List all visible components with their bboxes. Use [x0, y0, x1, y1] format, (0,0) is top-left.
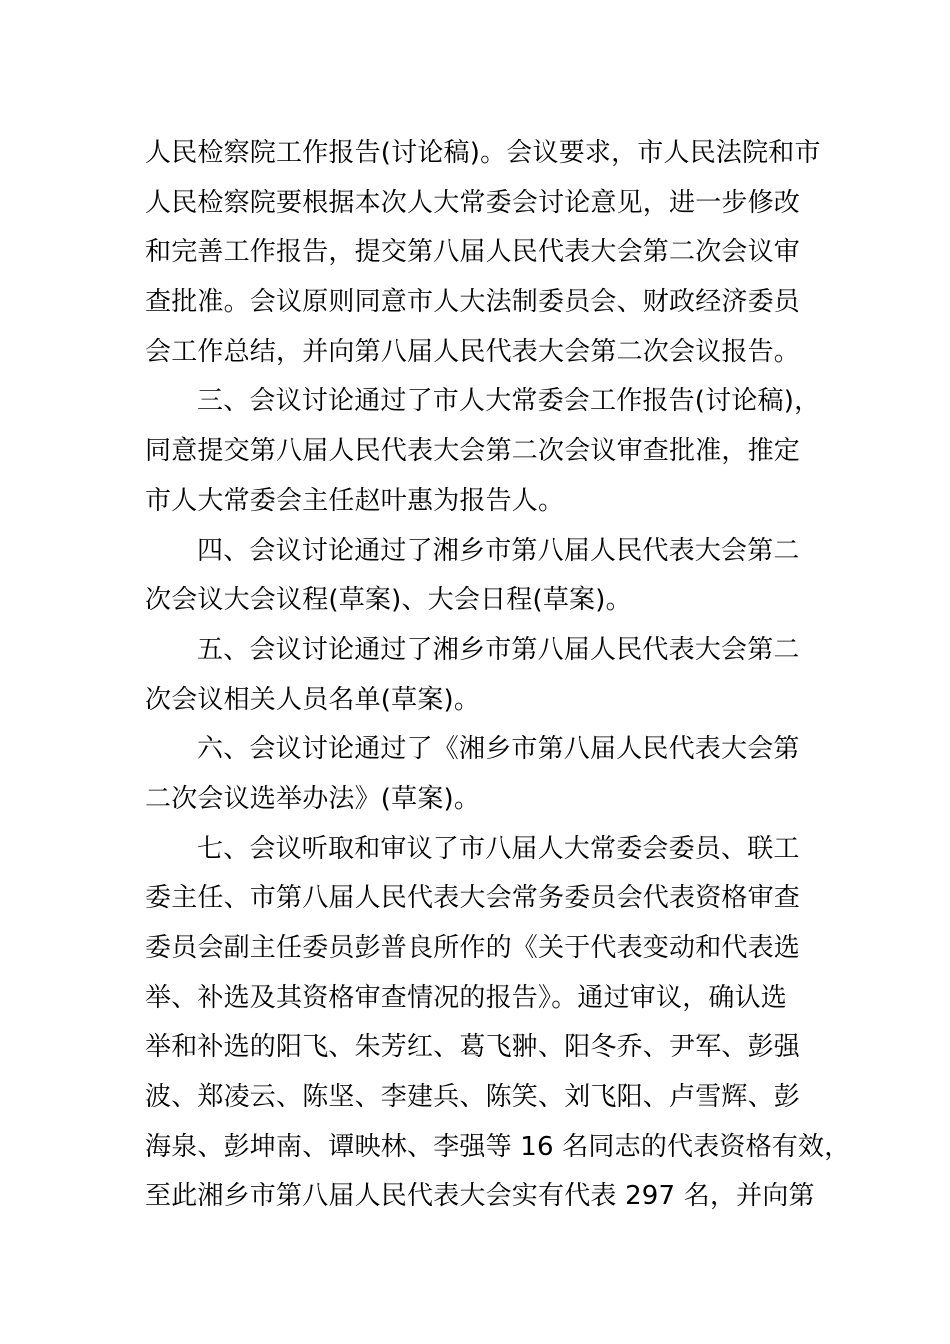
paragraph-line: 人民检察院工作报告(讨论稿)。会议要求，市人民法院和市 [145, 138, 821, 168]
paragraph-line: 次会议相关人员名单(草案)。 [145, 684, 481, 715]
paragraph-line: 海泉、彭坤南、谭映林、李强等 16 名同志的代表资格有效， [145, 1131, 851, 1162]
paragraph-line: 同意提交第八届人民代表大会第二次会议审查批准，推定 [145, 436, 801, 467]
paragraph-line-item-6: 六、会议讨论通过了《湘乡市第八届人民代表大会第 [197, 734, 800, 765]
paragraph-line-item-7: 七、会议听取和审议了市八届人大常委会委员、联工 [197, 833, 800, 864]
paragraph-line: 举和补选的阳飞、朱芳红、葛飞翀、阳冬乔、尹军、彭强 [145, 1032, 801, 1063]
paragraph-line-item-4: 四、会议讨论通过了湘乡市第八届人民代表大会第二 [197, 535, 800, 566]
document-body [145, 129, 851, 1222]
paragraph-line: 次会议大会议程(草案)、大会日程(草案)。 [145, 585, 632, 616]
paragraph-line: 市人大常委会主任赵叶惠为报告人。 [145, 485, 565, 516]
paragraph-line: 委员会副主任委员彭普良所作的《关于代表变动和代表选 [145, 933, 801, 963]
paragraph-line: 和完善工作报告，提交第八届人民代表大会第二次会议审 [145, 237, 801, 268]
paragraph-line: 波、郑凌云、陈坚、李建兵、陈笑、刘飞阳、卢雪辉、彭 [145, 1082, 801, 1113]
paragraph-line-item-3: 三、会议讨论通过了市人大常委会工作报告(讨论稿)， [197, 386, 821, 417]
paragraph-line: 至此湘乡市第八届人民代表大会实有代表 297 名，并向第 [145, 1181, 815, 1212]
paragraph-line: 查批准。会议原则同意市人大法制委员会、财政经济委员 [145, 287, 801, 318]
paragraph-line: 委主任、市第八届人民代表大会常务委员会代表资格审查 [145, 883, 801, 914]
paragraph-line: 举、补选及其资格审查情况的报告》。通过审议，确认选 [145, 982, 788, 1013]
paragraph-line: 人民检察院要根据本次人大常委会讨论意见，进一步修改 [145, 187, 801, 218]
paragraph-line: 二次会议选举办法》(草案)。 [145, 783, 481, 814]
paragraph-line-item-5: 五、会议讨论通过了湘乡市第八届人民代表大会第二 [197, 634, 800, 665]
paragraph-line: 会工作总结，并向第八届人民代表大会第二次会议报告。 [145, 336, 801, 367]
